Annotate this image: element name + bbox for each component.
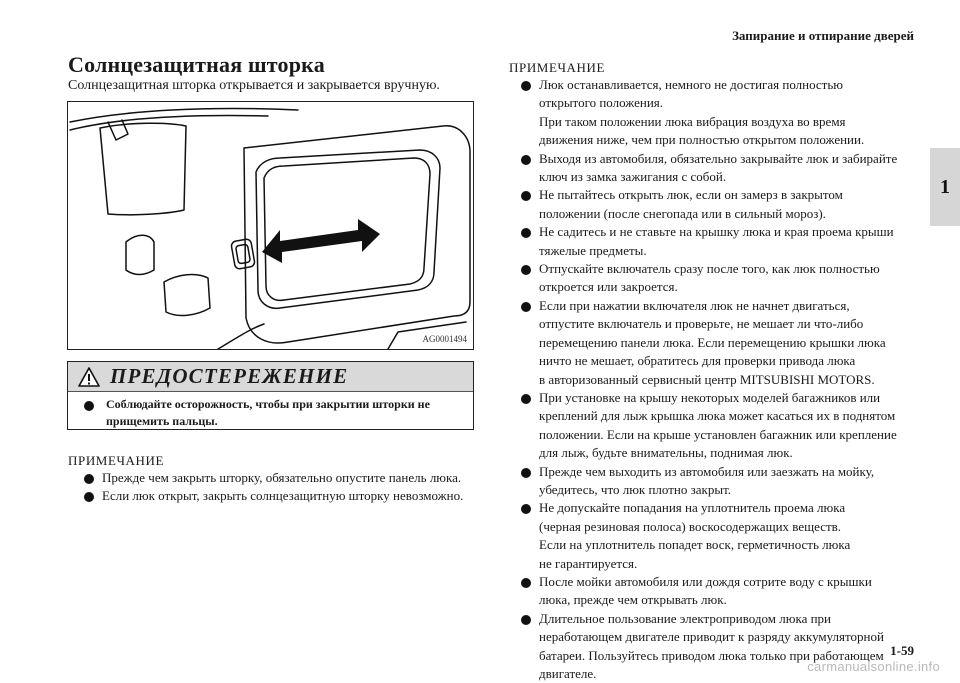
page-header: Запирание и отпирание дверей	[732, 28, 914, 43]
page-subtitle: Солнцезащитная шторка открывается и закрывается вручную.	[68, 78, 440, 93]
chapter-tab: 1	[930, 148, 960, 226]
bullet-icon	[521, 155, 531, 165]
note-left	[68, 453, 478, 506]
sunshade-drawing	[68, 102, 473, 349]
list-item: Длительное пользование электроприводом люка при неработающем двигателе приводит к разряду аккумуляторной батареи. Пользуйтесь приводом люка только при работающем двигателе.	[509, 610, 919, 683]
sunshade-illustration	[67, 101, 474, 350]
warning-box	[67, 361, 474, 430]
bullet-icon	[521, 468, 531, 478]
list-item: После мойки автомобиля или дождя сотрите воду с крышки люка, прежде чем открывать люк.	[509, 573, 919, 610]
list-item: Если люк открыт, закрыть солнцезащитную шторку невозможно.	[68, 487, 478, 505]
note-list	[509, 76, 919, 683]
note-label: ПРИМЕЧАНИЕ	[509, 60, 606, 75]
list-item: Отпускайте включатель сразу после того, как люк полностью откроется или закроется.	[509, 260, 919, 297]
warning-text: Соблюдайте осторожность, чтобы при закрытии шторки не прищемить пальцы.	[106, 397, 430, 428]
list-item: Люк останавливается, немного не достигая полностью открытого положения. При таком положении люка вибрация воздуха во время движения ниже, чем при полностью открытом положении.	[509, 76, 919, 150]
warning-title: ПРЕДОСТЕРЕЖЕНИЕ	[110, 364, 349, 388]
list-item: Не садитесь и не ставьте на крышку люка и края проема крыши тяжелые предметы.	[509, 223, 919, 260]
bullet-icon	[521, 81, 531, 91]
note-label: ПРИМЕЧАНИЕ	[68, 453, 165, 468]
list-item: Прежде чем выходить из автомобиля или заезжать на мойку, убедитесь, что люк плотно закрыт.	[509, 463, 919, 500]
bullet-icon	[84, 474, 94, 484]
double-arrow-icon	[262, 219, 380, 263]
list-item: Не допускайте попадания на уплотнитель проема люка (черная резиновая полоса) воскосодержащих веществ. Если на уплотнитель попадет воск, герметичность люка не гарантируется.	[509, 499, 919, 573]
note-right	[509, 60, 919, 683]
list-item: Прежде чем закрыть шторку, обязательно опустите панель люка.	[68, 469, 478, 487]
page-title: Солнцезащитная шторка	[68, 52, 325, 77]
bullet-icon	[521, 578, 531, 588]
bullet-icon	[521, 191, 531, 201]
list-item: Выходя из автомобиля, обязательно закрывайте люк и забирайте ключ из замка зажигания с собой.	[509, 150, 919, 187]
bullet-icon	[84, 401, 94, 411]
list-item: При установке на крышу некоторых моделей багажников или креплений для лыж крышка люка может касаться их в поднятом положении. Если на крыше установлен багажник или крепление для лыж, будьте внимательны, поднимая люк.	[509, 389, 919, 463]
list-item: Если при нажатии включателя люк не начнет двигаться, отпустите включатель и проверьте, не мешает ли что-либо перемещению панели люка. Если перемещению крышки люка ничто не мешает, обратитесь для проверки привода люка в авторизованный сервисный центр MITSUBISHI MOTORS.	[509, 297, 919, 389]
note-list	[68, 469, 478, 506]
list-item: Не пытайтесь открыть люк, если он замерз в закрытом положении (после снегопада или в сильный мороз).	[509, 186, 919, 223]
warning-header	[68, 362, 473, 392]
bullet-icon	[84, 492, 94, 502]
bullet-icon	[521, 228, 531, 238]
bullet-icon	[521, 615, 531, 625]
bullet-icon	[521, 302, 531, 312]
warning-item	[76, 396, 461, 430]
page-number: 1-59	[890, 643, 914, 658]
warning-triangle-icon	[78, 367, 100, 387]
watermark: carmanualsonline.info	[807, 659, 940, 674]
bullet-icon	[521, 394, 531, 404]
bullet-icon	[521, 265, 531, 275]
bullet-icon	[521, 504, 531, 514]
figure-code: AG0001494	[422, 334, 467, 344]
